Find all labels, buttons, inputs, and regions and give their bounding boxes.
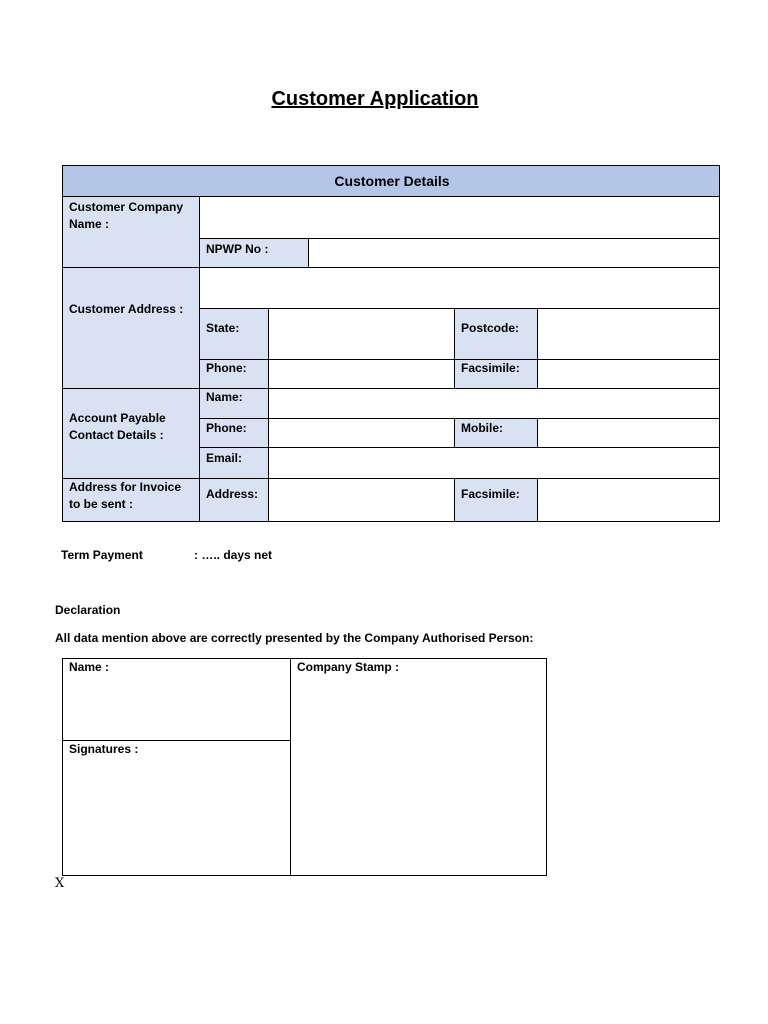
state-field[interactable] — [268, 308, 455, 360]
term-payment-value: : ….. days net — [194, 548, 273, 562]
ap-contact-label: Account Payable Contact Details : — [69, 411, 166, 442]
signature-label: Signatures : — [69, 742, 139, 756]
invoice-fax-field[interactable] — [537, 478, 720, 522]
facsimile-label-cell — [454, 359, 538, 389]
state-label-cell — [199, 308, 269, 360]
ap-name-label: Name: — [206, 390, 243, 404]
page-title: Customer Application — [271, 88, 479, 110]
ap-email-label: Email: — [206, 451, 243, 465]
phone-label: Phone: — [206, 361, 247, 375]
company-name-label-cell — [62, 196, 200, 268]
term-payment-label: Term Payment — [61, 548, 143, 562]
phone-label-cell — [199, 359, 269, 389]
npwp-field[interactable] — [308, 238, 720, 268]
ap-phone-label-cell — [199, 418, 269, 448]
declaration-heading: Declaration — [55, 603, 121, 617]
company-name-field[interactable] — [199, 196, 720, 239]
ap-mobile-label-cell — [454, 418, 538, 448]
postcode-label: Postcode: — [461, 321, 520, 335]
postcode-field[interactable] — [537, 308, 720, 360]
ap-mobile-label: Mobile: — [461, 421, 503, 435]
customer-details-header — [62, 165, 720, 197]
invoice-address-label-cell — [62, 478, 200, 522]
invoice-address-label: Address for Invoice to be sent : — [69, 480, 182, 511]
declaration-name-field[interactable] — [62, 658, 291, 741]
customer-address-label-cell — [62, 267, 200, 389]
company-name-label: Customer Company Name : — [69, 200, 184, 231]
customer-address-field[interactable] — [199, 267, 720, 309]
phone-field[interactable] — [268, 359, 455, 389]
npwp-label-cell — [199, 238, 309, 268]
invoice-addr-label-cell — [199, 478, 269, 522]
customer-details-table — [62, 165, 720, 522]
ap-email-field[interactable] — [268, 447, 720, 479]
invoice-address-field[interactable] — [268, 478, 455, 522]
invoice-fax-label-cell — [454, 478, 538, 522]
invoice-fax-label: Facsimile: — [461, 487, 520, 501]
invoice-addr-label: Address: — [206, 487, 259, 501]
ap-mobile-field[interactable] — [537, 418, 720, 448]
declaration-statement: All data mention above are correctly presented by the Company Authorised Person: — [55, 631, 534, 645]
postcode-label-cell — [454, 308, 538, 360]
ap-name-label-cell — [199, 388, 269, 419]
ap-email-label-cell — [199, 447, 269, 479]
customer-details-title: Customer Details — [334, 173, 450, 189]
signature-field[interactable] — [62, 740, 291, 876]
customer-address-label: Customer Address : — [69, 302, 184, 316]
declaration-table — [62, 658, 547, 876]
npwp-label: NPWP No : — [206, 242, 269, 256]
declaration-name-label: Name : — [69, 660, 110, 674]
state-label: State: — [206, 321, 240, 335]
company-stamp-label: Company Stamp : — [297, 660, 400, 674]
ap-phone-label: Phone: — [206, 421, 247, 435]
facsimile-field[interactable] — [537, 359, 720, 389]
facsimile-label: Facsimile: — [461, 361, 520, 375]
footer-x-mark: X — [55, 876, 65, 891]
ap-contact-label-cell — [62, 388, 200, 479]
ap-phone-field[interactable] — [268, 418, 455, 448]
company-stamp-field[interactable] — [290, 658, 547, 876]
ap-name-field[interactable] — [268, 388, 720, 419]
